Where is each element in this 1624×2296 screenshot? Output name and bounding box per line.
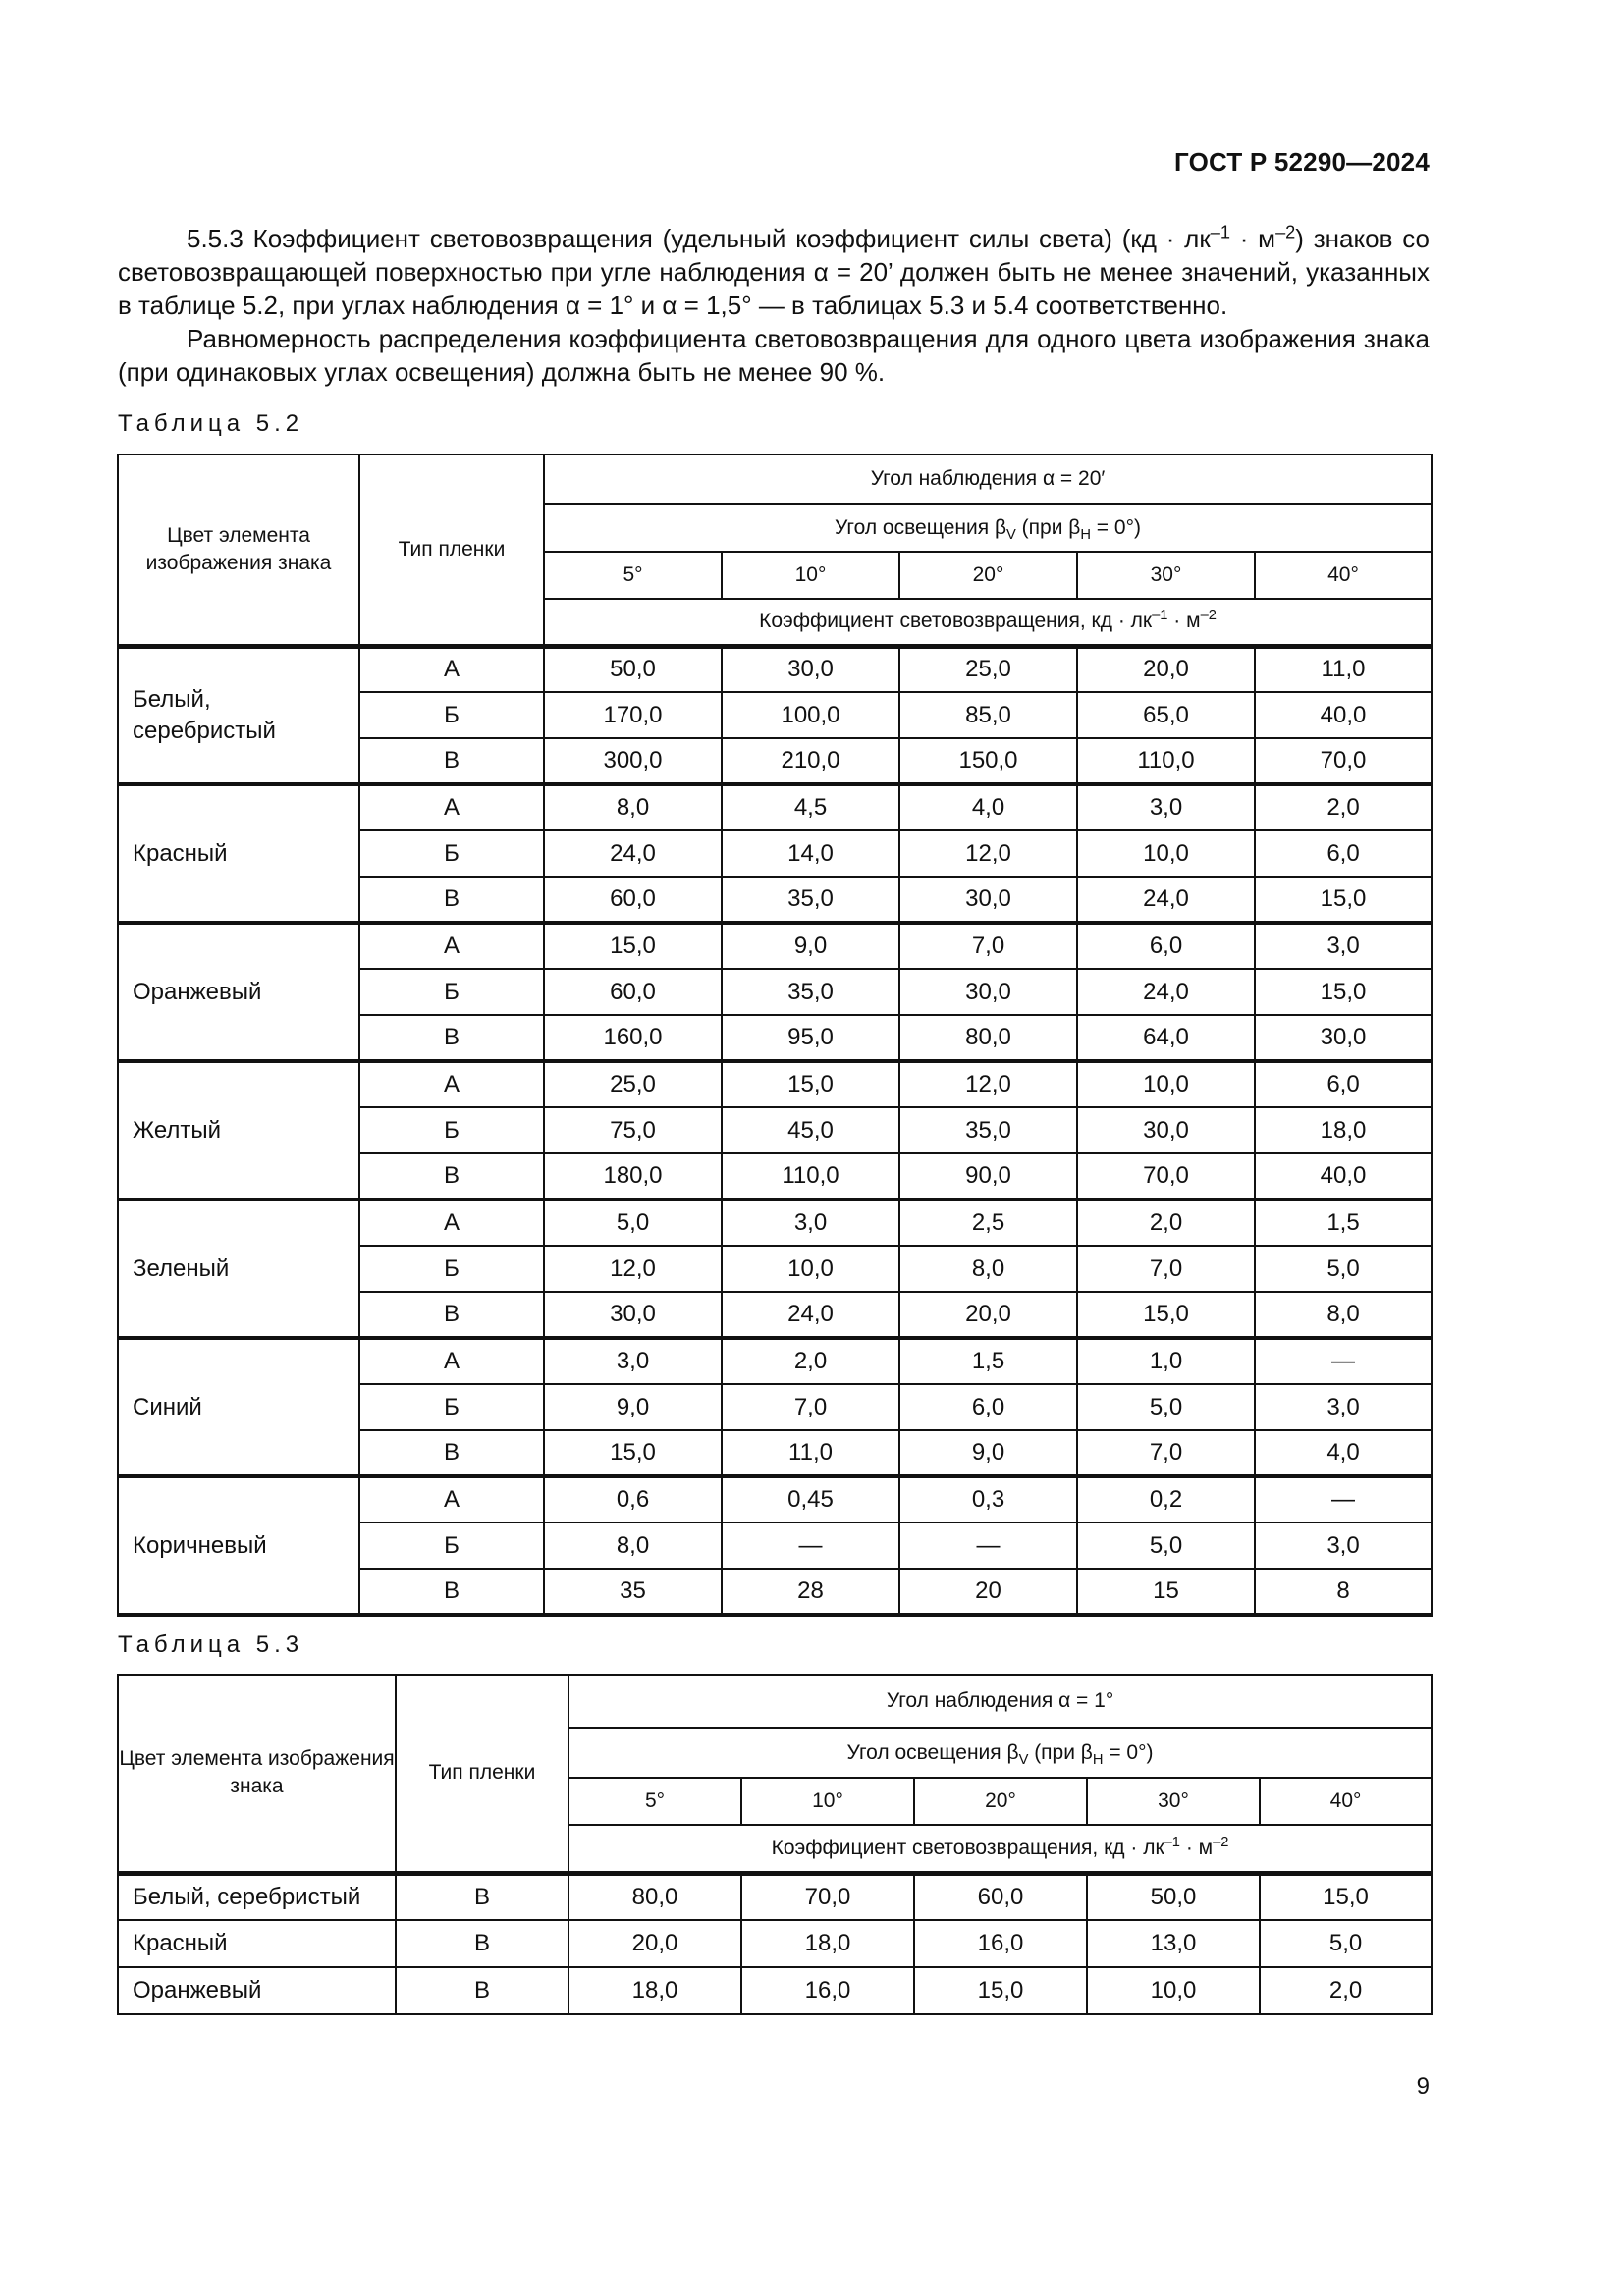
row-film-type: В	[359, 1292, 544, 1338]
row-value: 170,0	[544, 692, 722, 738]
header-angle-1: 10°	[741, 1778, 914, 1825]
header-coefficient: Коэффициент световозвращения, кд · $лк^{-1} \cdot м^{-2}$	[544, 599, 1432, 646]
row-value: 16,0	[914, 1920, 1087, 1967]
row-value: 60,0	[914, 1873, 1087, 1920]
document-code: ГОСТ Р 52290—2024	[1174, 147, 1430, 177]
table-row	[118, 1476, 1432, 1522]
row-value: 10,0	[1077, 830, 1255, 877]
row-value: 110,0	[1077, 738, 1255, 784]
row-film-type: В	[359, 738, 544, 784]
row-value: 18,0	[568, 1967, 741, 2014]
table-row	[118, 1338, 1432, 1384]
header-color-element: Цвет элемента изображения знака	[118, 1675, 396, 1873]
row-value: 110,0	[722, 1153, 899, 1200]
row-value: 40,0	[1255, 692, 1432, 738]
row-value: 16,0	[741, 1967, 914, 2014]
row-value: 180,0	[544, 1153, 722, 1200]
header-illumination-angle: Угол освещения $\beta_V$ (при $\beta_Н = 0^\circ$)	[544, 504, 1432, 552]
row-value: 5,0	[1077, 1384, 1255, 1430]
row-value: 0,6	[544, 1476, 722, 1522]
row-value: 12,0	[899, 830, 1077, 877]
page-number: 9	[1416, 2073, 1430, 2100]
row-value: 45,0	[722, 1107, 899, 1153]
table-row	[118, 923, 1432, 969]
row-value: 5,0	[1255, 1246, 1432, 1292]
row-value: 6,0	[1255, 830, 1432, 877]
row-value: 12,0	[544, 1246, 722, 1292]
row-value: 30,0	[544, 1292, 722, 1338]
row-film-type: В	[359, 1430, 544, 1476]
row-value: 64,0	[1077, 1015, 1255, 1061]
row-film-type: А	[359, 923, 544, 969]
row-value: 100,0	[722, 692, 899, 738]
header-angle-3: 30°	[1077, 552, 1255, 599]
row-film-type: А	[359, 1061, 544, 1107]
row-film-type: В	[359, 1153, 544, 1200]
header-film-type: Тип пленки	[359, 454, 544, 646]
table-row	[118, 646, 1432, 692]
row-film-type: Б	[359, 1107, 544, 1153]
row-film-type: В	[396, 1967, 568, 2014]
row-value: 12,0	[899, 1061, 1077, 1107]
row-value: 13,0	[1087, 1920, 1260, 1967]
row-value: 9,0	[722, 923, 899, 969]
header-observation-angle: Угол наблюдения α = 1°	[568, 1675, 1432, 1728]
row-value: 2,5	[899, 1200, 1077, 1246]
row-value: 60,0	[544, 877, 722, 923]
row-value: 85,0	[899, 692, 1077, 738]
row-value: 8,0	[899, 1246, 1077, 1292]
row-value: 65,0	[1077, 692, 1255, 738]
row-value: 90,0	[899, 1153, 1077, 1200]
row-value: 18,0	[741, 1920, 914, 1967]
header-angle-1: 10°	[722, 552, 899, 599]
row-value: —	[722, 1522, 899, 1569]
table-5-3	[117, 1674, 1431, 2015]
row-value: 15,0	[544, 923, 722, 969]
row-value: 11,0	[722, 1430, 899, 1476]
row-color-name: Оранжевый	[118, 923, 359, 1061]
row-film-type: Б	[359, 1522, 544, 1569]
header-film-type: Тип пленки	[396, 1675, 568, 1873]
row-film-type: А	[359, 1200, 544, 1246]
header-observation-angle: Угол наблюдения α = 20′	[544, 454, 1432, 504]
row-color-name: Коричневый	[118, 1476, 359, 1615]
row-value: 15,0	[914, 1967, 1087, 2014]
paragraph-5-5-3: 5.5.3 Коэффициент световозвращения (удельный коэффициент силы света) $(кд \cdot лк^{-1} \cdot м^{-2})$ знаков со световозвращающей поверхностью при угле наблюдения α = 20’ должен быть не менее значений, указанных в таблице 5.2, при углах наблюдения α = 1° и α = 1,5° — в таблицах 5.3 и 5.4 соответственно.	[118, 222, 1430, 320]
row-value: 10,0	[1087, 1967, 1260, 2014]
row-value: 7,0	[899, 923, 1077, 969]
row-value: 300,0	[544, 738, 722, 784]
header-angle-0: 5°	[568, 1778, 741, 1825]
row-value: 15	[1077, 1569, 1255, 1615]
row-value: 70,0	[1077, 1153, 1255, 1200]
row-value: 6,0	[1077, 923, 1255, 969]
row-value: 2,0	[1255, 784, 1432, 830]
row-value: 24,0	[1077, 969, 1255, 1015]
row-film-type: Б	[359, 692, 544, 738]
row-value: 15,0	[1260, 1873, 1432, 1920]
header-coefficient: Коэффициент световозвращения, кд · $лк^{-1} \cdot м^{-2}$	[568, 1825, 1432, 1873]
row-value: 2,0	[1260, 1967, 1432, 2014]
row-value: 4,0	[1255, 1430, 1432, 1476]
row-value: 15,0	[544, 1430, 722, 1476]
row-value: 30,0	[899, 969, 1077, 1015]
row-film-type: А	[359, 1338, 544, 1384]
row-value: 3,0	[1255, 923, 1432, 969]
row-value: —	[1255, 1476, 1432, 1522]
row-value: 75,0	[544, 1107, 722, 1153]
row-value: 6,0	[1255, 1061, 1432, 1107]
row-value: 80,0	[899, 1015, 1077, 1061]
header-color-element: Цвет элемента изображения знака	[118, 454, 359, 646]
row-color-name: Синий	[118, 1338, 359, 1476]
row-value: 24,0	[1077, 877, 1255, 923]
row-value: 20,0	[1077, 646, 1255, 692]
row-film-type: В	[396, 1873, 568, 1920]
header-angle-4: 40°	[1255, 552, 1432, 599]
row-value: 15,0	[1255, 877, 1432, 923]
row-value: 18,0	[1255, 1107, 1432, 1153]
row-value: 160,0	[544, 1015, 722, 1061]
row-value: 5,0	[544, 1200, 722, 1246]
row-value: 7,0	[722, 1384, 899, 1430]
row-film-type: В	[359, 877, 544, 923]
paragraph-uniformity: Равномерность распределения коэффициента световозвращения для одного цвета изображения знака (при одинаковых углах освещения) должна быть не менее 90 %.	[118, 324, 1430, 387]
row-value: 1,0	[1077, 1338, 1255, 1384]
table-row	[118, 1873, 1432, 1920]
row-color-name: Красный	[118, 1920, 396, 1967]
header-angle-2: 20°	[899, 552, 1077, 599]
row-film-type: А	[359, 784, 544, 830]
row-value: 28	[722, 1569, 899, 1615]
row-value: 8,0	[544, 784, 722, 830]
row-value: 15,0	[1077, 1292, 1255, 1338]
row-value: 20,0	[568, 1920, 741, 1967]
row-value: 11,0	[1255, 646, 1432, 692]
row-value: 2,0	[1077, 1200, 1255, 1246]
row-film-type: В	[359, 1015, 544, 1061]
row-color-name: Желтый	[118, 1061, 359, 1200]
row-value: 25,0	[899, 646, 1077, 692]
row-value: —	[1255, 1338, 1432, 1384]
table-row	[118, 1967, 1432, 2014]
row-value: 95,0	[722, 1015, 899, 1061]
row-film-type: В	[359, 1569, 544, 1615]
row-value: 70,0	[1255, 738, 1432, 784]
row-value: 5,0	[1260, 1920, 1432, 1967]
table-5-2-caption: Таблица 5.2	[118, 410, 304, 437]
row-value: 35,0	[722, 877, 899, 923]
row-color-name: Зеленый	[118, 1200, 359, 1338]
row-value: 9,0	[544, 1384, 722, 1430]
row-value: 3,0	[722, 1200, 899, 1246]
row-value: 2,0	[722, 1338, 899, 1384]
row-value: 30,0	[1255, 1015, 1432, 1061]
row-value: 4,0	[899, 784, 1077, 830]
row-value: 1,5	[899, 1338, 1077, 1384]
row-value: 60,0	[544, 969, 722, 1015]
row-film-type: Б	[359, 1246, 544, 1292]
row-value: 50,0	[544, 646, 722, 692]
row-value: 80,0	[568, 1873, 741, 1920]
row-value: 10,0	[1077, 1061, 1255, 1107]
row-value: 10,0	[722, 1246, 899, 1292]
row-value: 30,0	[899, 877, 1077, 923]
row-value: 30,0	[1077, 1107, 1255, 1153]
row-value: 30,0	[722, 646, 899, 692]
row-value: 14,0	[722, 830, 899, 877]
row-value: 35,0	[899, 1107, 1077, 1153]
header-angle-0: 5°	[544, 552, 722, 599]
row-value: 7,0	[1077, 1430, 1255, 1476]
row-color-name: Белый, серебристый	[118, 1873, 396, 1920]
row-value: 8,0	[544, 1522, 722, 1569]
row-value: 15,0	[722, 1061, 899, 1107]
row-value: 150,0	[899, 738, 1077, 784]
row-color-name: Оранжевый	[118, 1967, 396, 2014]
row-value: 5,0	[1077, 1522, 1255, 1569]
row-value: 7,0	[1077, 1246, 1255, 1292]
row-color-name: Белый, серебристый	[118, 646, 359, 784]
row-value: 6,0	[899, 1384, 1077, 1430]
row-film-type: Б	[359, 969, 544, 1015]
row-value: 25,0	[544, 1061, 722, 1107]
row-value: 3,0	[544, 1338, 722, 1384]
row-value: 24,0	[544, 830, 722, 877]
row-film-type: Б	[359, 1384, 544, 1430]
row-film-type: А	[359, 646, 544, 692]
row-value: 0,3	[899, 1476, 1077, 1522]
row-value: 40,0	[1255, 1153, 1432, 1200]
row-value: 3,0	[1255, 1384, 1432, 1430]
row-value: 1,5	[1255, 1200, 1432, 1246]
row-value: 210,0	[722, 738, 899, 784]
row-film-type: В	[396, 1920, 568, 1967]
row-value: 20,0	[899, 1292, 1077, 1338]
table-row	[118, 1200, 1432, 1246]
row-value: 50,0	[1087, 1873, 1260, 1920]
row-value: 15,0	[1255, 969, 1432, 1015]
table-5-3-caption: Таблица 5.3	[118, 1631, 304, 1658]
row-value: —	[899, 1522, 1077, 1569]
row-value: 8,0	[1255, 1292, 1432, 1338]
table-5-2	[117, 454, 1431, 1617]
row-value: 3,0	[1255, 1522, 1432, 1569]
row-film-type: А	[359, 1476, 544, 1522]
row-value: 0,45	[722, 1476, 899, 1522]
row-value: 20	[899, 1569, 1077, 1615]
header-angle-4: 40°	[1260, 1778, 1432, 1825]
row-value: 70,0	[741, 1873, 914, 1920]
row-value: 35	[544, 1569, 722, 1615]
row-value: 9,0	[899, 1430, 1077, 1476]
row-value: 8	[1255, 1569, 1432, 1615]
row-value: 35,0	[722, 969, 899, 1015]
row-film-type: Б	[359, 830, 544, 877]
table-row	[118, 784, 1432, 830]
table-row	[118, 1920, 1432, 1967]
row-color-name: Красный	[118, 784, 359, 923]
row-value: 4,5	[722, 784, 899, 830]
row-value: 0,2	[1077, 1476, 1255, 1522]
header-angle-3: 30°	[1087, 1778, 1260, 1825]
body-text	[118, 222, 1430, 389]
row-value: 3,0	[1077, 784, 1255, 830]
header-angle-2: 20°	[914, 1778, 1087, 1825]
table-row	[118, 1061, 1432, 1107]
header-illumination-angle: Угол освещения $\beta_V$ (при $\beta_Н = 0^\circ$)	[568, 1728, 1432, 1778]
row-value: 24,0	[722, 1292, 899, 1338]
